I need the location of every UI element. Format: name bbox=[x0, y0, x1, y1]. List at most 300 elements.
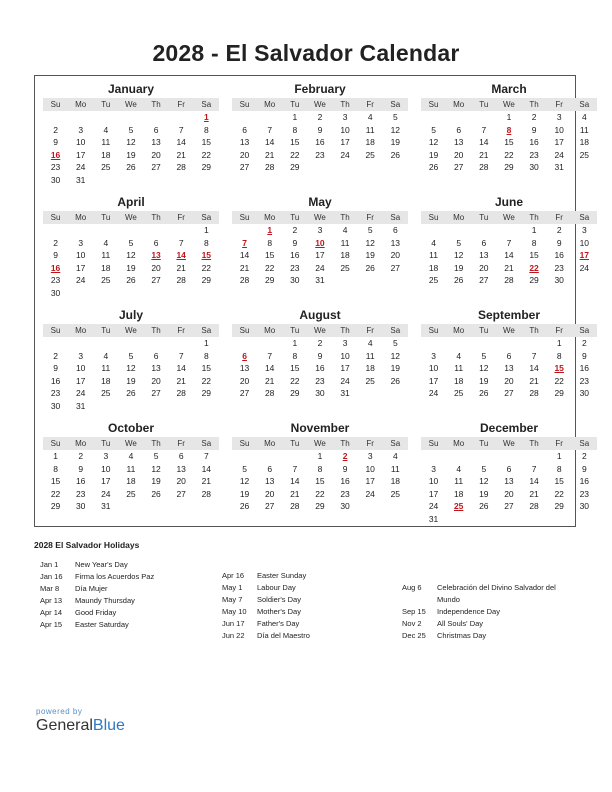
month-name: July bbox=[118, 308, 143, 322]
date-cell: 29 bbox=[529, 275, 539, 286]
weekday-label: Th bbox=[340, 326, 350, 335]
date-cell: 10 bbox=[428, 363, 439, 374]
date-cell: 21 bbox=[239, 262, 250, 273]
empty-cell bbox=[144, 174, 169, 187]
date-cell: 4 bbox=[456, 463, 462, 474]
weekday-header bbox=[43, 98, 219, 111]
weekday-label: Fr bbox=[177, 326, 185, 335]
empty-cell bbox=[257, 337, 282, 350]
week-row bbox=[43, 124, 219, 137]
empty-cell bbox=[496, 337, 521, 350]
date-cell: 10 bbox=[75, 250, 86, 261]
week-row bbox=[421, 475, 597, 488]
date-cell: 20 bbox=[151, 262, 161, 273]
week-row bbox=[421, 375, 597, 388]
weekday-header bbox=[43, 324, 219, 337]
holiday-date-label bbox=[402, 594, 437, 606]
month-july bbox=[43, 308, 219, 413]
weekday-label: Th bbox=[151, 213, 161, 222]
date-cell: 25 bbox=[365, 149, 375, 160]
week-row bbox=[232, 337, 408, 350]
date-cell: 28 bbox=[176, 388, 186, 399]
date-cell: 11 bbox=[126, 463, 136, 474]
week-row bbox=[421, 136, 597, 149]
weekday-label: Tu bbox=[479, 439, 489, 448]
date-cell: 19 bbox=[479, 488, 489, 499]
empty-cell bbox=[93, 224, 118, 237]
date-cell: 21 bbox=[479, 149, 489, 160]
holiday-date: 13 bbox=[151, 250, 161, 261]
date-cell: 13 bbox=[151, 137, 161, 148]
date-cell: 7 bbox=[531, 350, 537, 361]
holiday-date: 1 bbox=[203, 112, 209, 122]
date-cell: 24 bbox=[101, 488, 111, 499]
date-cell: 31 bbox=[340, 388, 350, 399]
date-cell: 22 bbox=[264, 262, 275, 273]
date-cell: 5 bbox=[392, 112, 398, 122]
holiday-name: Christmas Day bbox=[437, 631, 487, 640]
weekday-label: Sa bbox=[390, 100, 401, 109]
date-cell: 6 bbox=[153, 350, 159, 361]
week-row bbox=[232, 136, 408, 149]
weekday-label: Fr bbox=[555, 213, 563, 222]
date-cell: 7 bbox=[531, 463, 537, 474]
date-cell: 23 bbox=[529, 149, 539, 160]
holiday-item bbox=[222, 582, 310, 594]
weekday-label: Fr bbox=[366, 439, 374, 448]
date-cell: 3 bbox=[317, 225, 323, 235]
holiday-date: 25 bbox=[453, 501, 464, 512]
date-cell: 2 bbox=[581, 451, 587, 461]
weekday-label: We bbox=[314, 439, 326, 448]
date-cell: 20 bbox=[504, 488, 514, 499]
date-cell: 8 bbox=[267, 237, 273, 248]
date-cell: 13 bbox=[504, 476, 514, 487]
empty-cell bbox=[169, 224, 194, 237]
empty-cell bbox=[446, 513, 471, 526]
holiday-name: Mundo bbox=[437, 595, 460, 604]
weekday-label: Su bbox=[428, 100, 439, 109]
holiday-date-label: Jan 16 bbox=[40, 572, 63, 581]
weekday-label: Sa bbox=[390, 439, 401, 448]
date-cell: 28 bbox=[201, 488, 212, 499]
empty-cell bbox=[383, 274, 408, 287]
weekday-label: Mo bbox=[453, 100, 465, 109]
date-cell: 21 bbox=[264, 375, 275, 386]
holiday-name: Independence Day bbox=[437, 607, 500, 616]
date-cell: 25 bbox=[340, 262, 350, 273]
date-cell: 20 bbox=[151, 375, 161, 386]
date-cell: 27 bbox=[504, 501, 514, 512]
date-cell: 30 bbox=[529, 162, 539, 173]
week-row bbox=[43, 174, 219, 187]
date-cell: 16 bbox=[340, 476, 350, 487]
date-cell: 19 bbox=[126, 149, 136, 160]
week-row bbox=[43, 224, 219, 237]
date-cell: 23 bbox=[340, 488, 350, 499]
week-row bbox=[421, 387, 597, 400]
date-cell: 17 bbox=[554, 137, 564, 148]
date-cell: 9 bbox=[556, 237, 562, 248]
empty-cell bbox=[471, 450, 496, 463]
holiday-list-column-3 bbox=[402, 582, 556, 642]
holiday-date-label: Jan 1 bbox=[40, 560, 59, 569]
date-cell: 27 bbox=[390, 262, 401, 273]
date-cell: 27 bbox=[151, 275, 161, 286]
date-cell: 25 bbox=[126, 488, 136, 499]
date-cell: 12 bbox=[453, 250, 464, 261]
date-cell: 8 bbox=[292, 124, 298, 135]
date-cell: 18 bbox=[365, 363, 375, 374]
weekday-label: Tu bbox=[290, 213, 300, 222]
empty-cell bbox=[169, 500, 194, 513]
date-cell: 16 bbox=[75, 476, 86, 487]
date-cell: 21 bbox=[176, 375, 186, 386]
empty-cell bbox=[144, 500, 169, 513]
date-cell: 20 bbox=[453, 149, 464, 160]
date-cell: 27 bbox=[151, 388, 161, 399]
week-row bbox=[421, 111, 597, 124]
empty-cell bbox=[68, 287, 93, 300]
holiday-date: 17 bbox=[579, 250, 590, 261]
date-cell: 20 bbox=[239, 149, 250, 160]
week-row bbox=[43, 262, 219, 275]
week-row bbox=[421, 262, 597, 275]
date-cell: 26 bbox=[126, 275, 136, 286]
date-cell: 28 bbox=[529, 388, 539, 399]
date-cell: 23 bbox=[579, 375, 590, 386]
date-cell: 12 bbox=[390, 350, 401, 361]
week-row bbox=[43, 475, 219, 488]
date-cell: 10 bbox=[340, 350, 350, 361]
week-row bbox=[421, 488, 597, 501]
date-cell: 26 bbox=[390, 375, 401, 386]
date-cell: 2 bbox=[53, 237, 58, 248]
date-cell: 1 bbox=[203, 225, 209, 235]
weekday-label: Sa bbox=[579, 439, 590, 448]
date-cell: 30 bbox=[554, 275, 564, 286]
date-cell: 29 bbox=[201, 162, 212, 173]
week-row bbox=[43, 488, 219, 501]
holiday-date: 22 bbox=[529, 262, 539, 273]
date-cell: 9 bbox=[581, 350, 587, 361]
empty-cell bbox=[194, 500, 219, 513]
date-cell: 2 bbox=[53, 124, 58, 135]
date-cell: 22 bbox=[315, 488, 325, 499]
holiday-date-label: Jun 22 bbox=[222, 631, 245, 640]
holiday-item bbox=[402, 594, 556, 606]
date-cell: 26 bbox=[390, 149, 401, 160]
week-row bbox=[43, 149, 219, 162]
date-cell: 17 bbox=[340, 363, 350, 374]
holiday-name: Good Friday bbox=[75, 608, 117, 617]
date-cell: 18 bbox=[101, 375, 111, 386]
date-cell: 19 bbox=[390, 363, 401, 374]
week-row bbox=[421, 124, 597, 137]
empty-cell bbox=[522, 450, 547, 463]
date-cell: 7 bbox=[506, 237, 512, 248]
date-cell: 8 bbox=[556, 463, 562, 474]
weekday-label: Fr bbox=[177, 100, 185, 109]
date-cell: 17 bbox=[365, 476, 375, 487]
date-cell: 30 bbox=[75, 501, 86, 512]
date-cell: 26 bbox=[151, 488, 161, 499]
holiday-item bbox=[222, 630, 310, 642]
date-cell: 31 bbox=[101, 501, 111, 512]
date-cell: 18 bbox=[365, 137, 375, 148]
week-row bbox=[232, 387, 408, 400]
empty-cell bbox=[383, 387, 408, 400]
holiday-date: 7 bbox=[242, 237, 247, 248]
date-cell: 13 bbox=[453, 137, 464, 148]
holiday-name: Father's Day bbox=[257, 619, 300, 628]
empty-cell bbox=[446, 450, 471, 463]
date-cell: 9 bbox=[581, 463, 587, 474]
date-cell: 19 bbox=[428, 149, 439, 160]
holiday-date-label: Sep 15 bbox=[402, 607, 426, 616]
date-cell: 4 bbox=[103, 237, 109, 248]
date-cell: 12 bbox=[390, 124, 401, 135]
date-cell: 16 bbox=[579, 476, 590, 487]
date-cell: 17 bbox=[428, 488, 439, 499]
date-cell: 4 bbox=[128, 451, 134, 461]
date-cell: 7 bbox=[267, 350, 273, 361]
date-cell: 27 bbox=[504, 388, 514, 399]
date-cell: 19 bbox=[453, 262, 464, 273]
date-cell: 5 bbox=[481, 350, 487, 361]
date-cell: 12 bbox=[126, 250, 136, 261]
date-cell: 29 bbox=[264, 275, 275, 286]
date-cell: 14 bbox=[479, 137, 489, 148]
empty-cell bbox=[333, 274, 358, 287]
holiday-list-column-2 bbox=[222, 570, 310, 642]
date-cell: 11 bbox=[101, 137, 111, 148]
date-cell: 29 bbox=[290, 388, 300, 399]
date-cell: 3 bbox=[78, 124, 84, 135]
weekday-label: Mo bbox=[264, 326, 276, 335]
date-cell: 15 bbox=[50, 476, 61, 487]
date-cell: 24 bbox=[340, 149, 350, 160]
holiday-name: Soldier's Day bbox=[257, 595, 301, 604]
date-cell: 24 bbox=[340, 375, 350, 386]
date-cell: 27 bbox=[479, 275, 489, 286]
month-may bbox=[232, 195, 408, 287]
empty-cell bbox=[118, 400, 143, 413]
empty-cell bbox=[358, 274, 383, 287]
holiday-name: Easter Sunday bbox=[257, 571, 307, 580]
weekday-header bbox=[43, 211, 219, 224]
date-cell: 9 bbox=[342, 463, 348, 474]
date-cell: 13 bbox=[176, 463, 186, 474]
date-cell: 3 bbox=[431, 350, 436, 361]
weekday-label: We bbox=[503, 326, 515, 335]
month-june bbox=[421, 195, 597, 287]
weekday-label: Su bbox=[239, 326, 250, 335]
week-row bbox=[232, 488, 408, 501]
empty-cell bbox=[471, 111, 496, 124]
date-cell: 4 bbox=[367, 112, 373, 122]
date-cell: 23 bbox=[50, 388, 61, 399]
month-name: August bbox=[299, 308, 341, 322]
month-name: June bbox=[494, 195, 523, 209]
date-cell: 9 bbox=[531, 124, 537, 135]
date-cell: 9 bbox=[53, 250, 58, 261]
date-cell: 2 bbox=[556, 225, 562, 235]
weekday-label: Tu bbox=[101, 326, 111, 335]
week-row bbox=[43, 237, 219, 250]
date-cell: 22 bbox=[504, 149, 514, 160]
holiday-date-label: Jun 17 bbox=[222, 619, 245, 628]
empty-cell bbox=[93, 400, 118, 413]
holiday-item bbox=[402, 582, 556, 594]
holiday-date-label: May 10 bbox=[222, 607, 247, 616]
empty-cell bbox=[118, 337, 143, 350]
week-row bbox=[43, 362, 219, 375]
date-cell: 2 bbox=[531, 112, 537, 122]
date-cell: 1 bbox=[317, 451, 323, 461]
holiday-date-label: May 7 bbox=[222, 595, 243, 604]
weekday-label: Th bbox=[340, 213, 350, 222]
holiday-date: 8 bbox=[506, 124, 512, 135]
holiday-name: New Year's Day bbox=[75, 560, 128, 569]
date-cell: 29 bbox=[554, 501, 564, 512]
date-cell: 14 bbox=[264, 137, 275, 148]
date-cell: 16 bbox=[290, 250, 300, 261]
date-cell: 15 bbox=[504, 137, 514, 148]
date-cell: 2 bbox=[78, 451, 84, 461]
empty-cell bbox=[333, 161, 358, 174]
week-row bbox=[43, 161, 219, 174]
week-row bbox=[421, 450, 597, 463]
weekday-label: Su bbox=[428, 326, 439, 335]
weekday-label: Su bbox=[428, 439, 439, 448]
date-cell: 14 bbox=[176, 363, 186, 374]
date-cell: 20 bbox=[176, 476, 186, 487]
weekday-header bbox=[421, 98, 597, 111]
date-cell: 10 bbox=[428, 476, 439, 487]
week-row bbox=[232, 262, 408, 275]
empty-cell bbox=[93, 111, 118, 124]
date-cell: 26 bbox=[126, 388, 136, 399]
holiday-name: Celebración del Divino Salvador del bbox=[437, 583, 556, 592]
date-cell: 7 bbox=[178, 237, 184, 248]
empty-cell bbox=[496, 450, 521, 463]
weekday-label: We bbox=[125, 326, 137, 335]
date-cell: 1 bbox=[203, 338, 209, 348]
month-december bbox=[421, 421, 597, 526]
empty-cell bbox=[257, 111, 282, 124]
holiday-item bbox=[222, 606, 310, 618]
date-cell: 18 bbox=[101, 262, 111, 273]
date-cell: 25 bbox=[453, 388, 464, 399]
empty-cell bbox=[118, 111, 143, 124]
empty-cell bbox=[232, 111, 257, 124]
week-row bbox=[232, 237, 408, 250]
date-cell: 24 bbox=[428, 501, 439, 512]
holiday-name: All Souls' Day bbox=[437, 619, 484, 628]
empty-cell bbox=[144, 400, 169, 413]
date-cell: 4 bbox=[456, 350, 462, 361]
date-cell: 14 bbox=[290, 476, 300, 487]
date-cell: 26 bbox=[126, 162, 136, 173]
holiday-date-label: May 1 bbox=[222, 583, 243, 592]
date-cell: 25 bbox=[579, 149, 590, 160]
date-cell: 6 bbox=[267, 463, 273, 474]
month-name: February bbox=[294, 82, 346, 96]
weekday-header bbox=[232, 437, 408, 450]
holiday-item bbox=[222, 594, 310, 606]
empty-cell bbox=[572, 274, 597, 287]
weekday-label: Tu bbox=[101, 100, 111, 109]
empty-cell bbox=[144, 287, 169, 300]
date-cell: 7 bbox=[203, 451, 209, 461]
weekday-label: We bbox=[125, 439, 137, 448]
date-cell: 28 bbox=[504, 275, 514, 286]
date-cell: 22 bbox=[50, 488, 61, 499]
generalblue-logo[interactable] bbox=[36, 707, 125, 735]
empty-cell bbox=[43, 224, 68, 237]
weekday-label: Su bbox=[50, 439, 61, 448]
date-cell: 28 bbox=[176, 275, 186, 286]
week-row bbox=[43, 375, 219, 388]
month-name: May bbox=[308, 195, 332, 209]
date-cell: 11 bbox=[365, 124, 375, 135]
date-cell: 21 bbox=[201, 476, 212, 487]
month-march bbox=[421, 82, 597, 174]
date-cell: 1 bbox=[292, 338, 298, 348]
holiday-item bbox=[402, 606, 556, 618]
date-cell: 11 bbox=[365, 350, 375, 361]
date-cell: 28 bbox=[176, 162, 186, 173]
date-cell: 31 bbox=[554, 162, 564, 173]
date-cell: 5 bbox=[431, 124, 436, 135]
date-cell: 5 bbox=[153, 451, 159, 461]
holiday-date-label: Dec 25 bbox=[402, 631, 426, 640]
weekday-label: Fr bbox=[366, 100, 374, 109]
date-cell: 30 bbox=[50, 400, 61, 411]
empty-cell bbox=[471, 513, 496, 526]
date-cell: 15 bbox=[290, 137, 300, 148]
date-cell: 16 bbox=[554, 250, 564, 261]
date-cell: 10 bbox=[75, 137, 86, 148]
date-cell: 19 bbox=[239, 488, 250, 499]
date-cell: 3 bbox=[431, 463, 436, 474]
week-row bbox=[43, 274, 219, 287]
date-cell: 17 bbox=[75, 262, 86, 273]
empty-cell bbox=[93, 287, 118, 300]
date-cell: 16 bbox=[579, 363, 590, 374]
date-cell: 14 bbox=[264, 363, 275, 374]
week-row bbox=[43, 136, 219, 149]
date-cell: 26 bbox=[479, 501, 489, 512]
date-cell: 23 bbox=[579, 488, 590, 499]
date-cell: 14 bbox=[176, 137, 186, 148]
empty-cell bbox=[358, 161, 383, 174]
date-cell: 30 bbox=[50, 174, 61, 185]
month-november bbox=[232, 421, 408, 513]
date-cell: 25 bbox=[101, 162, 111, 173]
powered-by-text: powered by bbox=[36, 707, 83, 716]
week-row bbox=[232, 362, 408, 375]
date-cell: 15 bbox=[554, 476, 564, 487]
week-row bbox=[421, 463, 597, 476]
week-row bbox=[421, 500, 597, 513]
date-cell: 17 bbox=[428, 375, 439, 386]
weekday-label: Mo bbox=[75, 439, 87, 448]
date-cell: 30 bbox=[315, 388, 325, 399]
date-cell: 23 bbox=[50, 162, 61, 173]
date-cell: 21 bbox=[176, 262, 186, 273]
